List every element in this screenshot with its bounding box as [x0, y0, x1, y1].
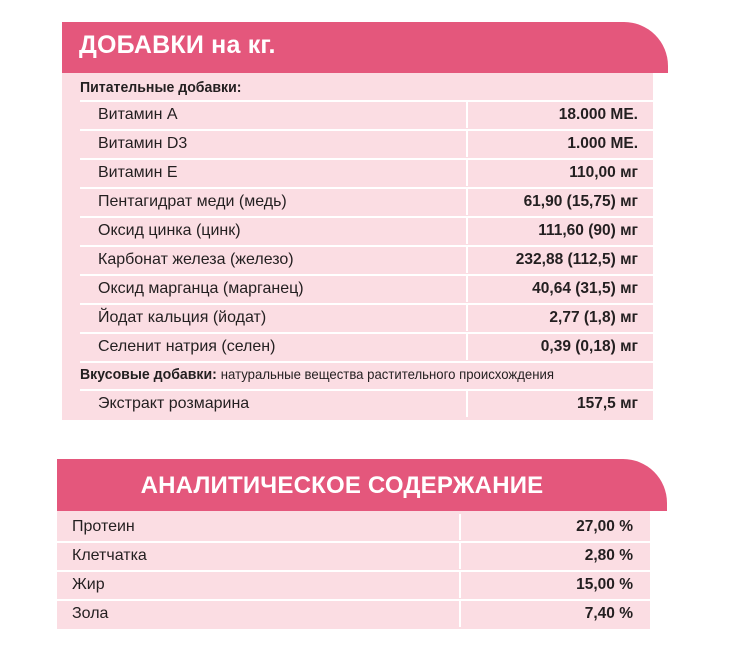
- analytical-header: [57, 459, 667, 511]
- column-divider: [466, 131, 468, 157]
- table-row: [57, 571, 650, 599]
- row-value: 7,40 %: [584, 605, 633, 622]
- column-divider: [459, 543, 461, 569]
- column-divider: [466, 334, 468, 360]
- column-divider: [466, 102, 468, 128]
- additives-table: [62, 73, 653, 420]
- row-value: 15,00 %: [576, 576, 633, 593]
- row-value: 2,80 %: [584, 547, 633, 564]
- row-value: 40,64 (31,5) мг: [532, 280, 638, 297]
- table-row: [57, 513, 650, 541]
- row-name: Клетчатка: [72, 547, 147, 564]
- table-row: [57, 542, 650, 570]
- table-row: [80, 101, 653, 129]
- row-value: 0,39 (0,18) мг: [540, 338, 638, 355]
- column-divider: [459, 572, 461, 598]
- table-row: [80, 217, 653, 245]
- row-name: Протеин: [72, 518, 135, 535]
- nutritional-heading: Питательные добавки:: [80, 79, 242, 96]
- analytical-panel: [57, 459, 667, 629]
- table-row: [80, 390, 653, 418]
- row-name: Витамин А: [98, 106, 178, 123]
- column-divider: [466, 276, 468, 302]
- column-divider: [459, 601, 461, 627]
- divider: [80, 361, 653, 363]
- row-name: Витамин Е: [98, 164, 178, 181]
- row-name: Зола: [72, 605, 109, 622]
- row-value: 1.000 МЕ.: [567, 135, 638, 152]
- column-divider: [466, 391, 468, 417]
- table-row: [80, 246, 653, 274]
- additives-panel: [62, 22, 668, 420]
- flavor-heading-label: Вкусовые добавки:: [80, 366, 217, 383]
- row-value: 18.000 МЕ.: [558, 106, 638, 123]
- analytical-table: [57, 511, 650, 629]
- analytical-title: АНАЛИТИЧЕСКОЕ СОДЕРЖАНИЕ: [140, 472, 544, 499]
- row-value: 61,90 (15,75) мг: [523, 193, 638, 210]
- column-divider: [466, 189, 468, 215]
- flavor-heading: [80, 366, 554, 383]
- row-name: Селенит натрия (селен): [98, 338, 276, 355]
- row-name: Оксид марганца (марганец): [98, 280, 304, 297]
- row-name: Экстракт розмарина: [98, 395, 250, 412]
- table-row: [80, 333, 653, 361]
- row-name: Оксид цинка (цинк): [98, 222, 241, 239]
- row-name: Пентагидрат меди (медь): [98, 193, 287, 210]
- column-divider: [466, 160, 468, 186]
- flavor-heading-note: натуральные вещества растительного происхождения: [220, 366, 554, 382]
- table-row: [80, 188, 653, 216]
- row-value: 2,77 (1,8) мг: [549, 309, 638, 326]
- row-value: 27,00 %: [576, 518, 633, 535]
- column-divider: [466, 218, 468, 244]
- table-row: [80, 304, 653, 332]
- row-name: Жир: [72, 576, 105, 593]
- row-value: 110,00 мг: [569, 164, 638, 181]
- row-value: 111,60 (90) мг: [538, 222, 638, 239]
- table-row: [80, 159, 653, 187]
- table-row: [80, 275, 653, 303]
- table-row: [57, 600, 650, 628]
- column-divider: [466, 247, 468, 273]
- row-value: 157,5 мг: [576, 395, 638, 412]
- row-name: Йодат кальция (йодат): [98, 309, 267, 326]
- additives-title: ДОБАВКИ на кг.: [79, 31, 276, 59]
- row-value: 232,88 (112,5) мг: [515, 251, 638, 268]
- row-name: Карбонат железа (железо): [98, 251, 294, 268]
- column-divider: [466, 305, 468, 331]
- row-name: Витамин D3: [98, 135, 188, 152]
- additives-header: [62, 22, 668, 73]
- table-row: [80, 130, 653, 158]
- column-divider: [459, 514, 461, 540]
